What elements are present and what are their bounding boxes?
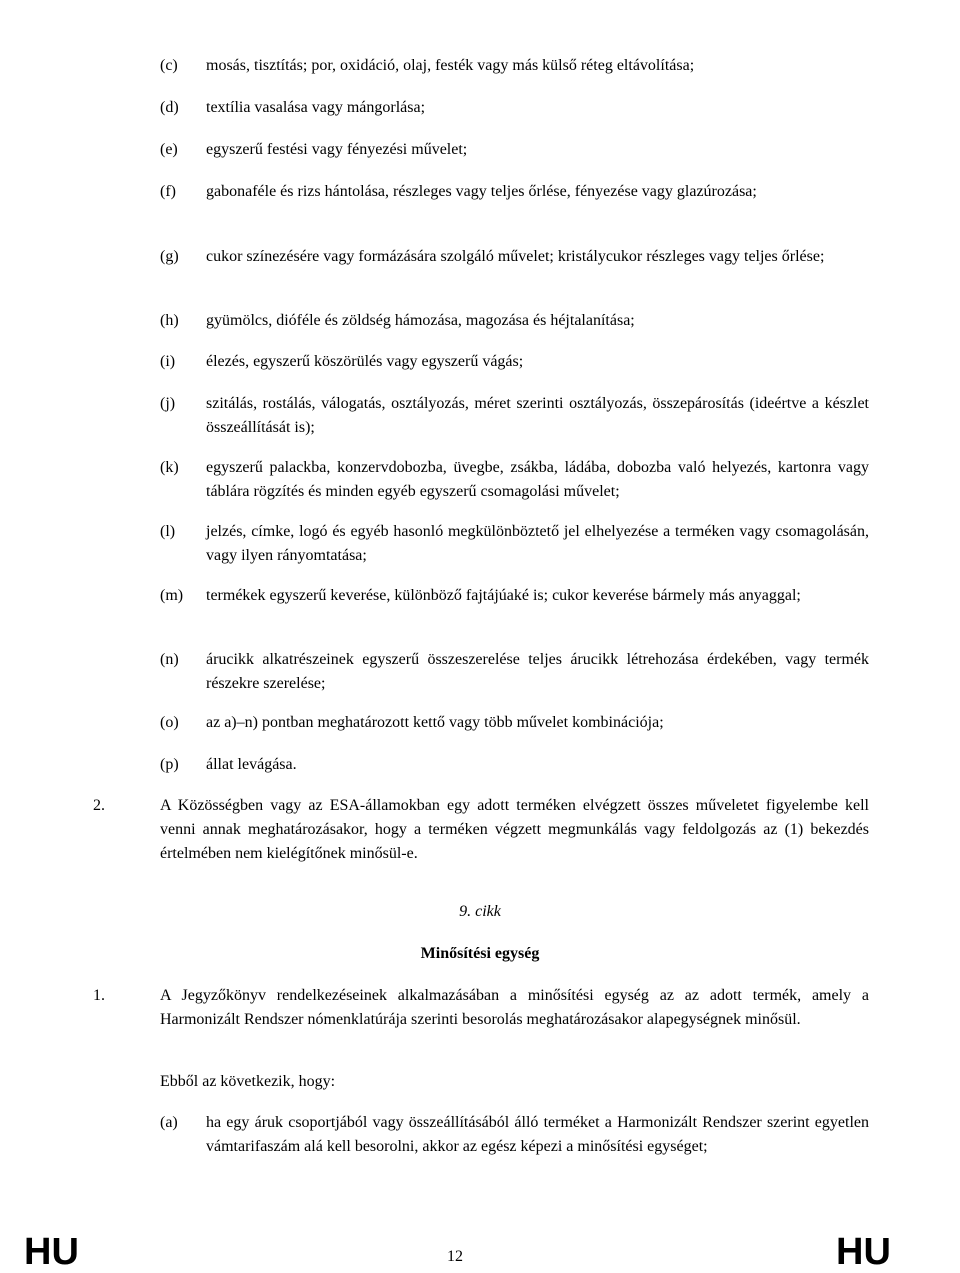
item-text: ha egy áruk csoportjából vagy összeállításából álló terméket a Harmonizált Rendszer szerint egyetlen vámtarifaszám alá kell besorolni, akkor az egész képezi a minősítési egységet; <box>206 1114 869 1155</box>
item-text: termékek egyszerű keverése, különböző fajtájúaké is; cukor keverése bármely más anyaggal; <box>206 587 801 604</box>
item-text: textília vasalása vagy mángorlása; <box>206 99 426 116</box>
footer-language-left: HU <box>24 1231 79 1273</box>
article-title: Minősítési egység <box>420 945 540 962</box>
item-text: gyümölcs, dióféle és zöldség hámozása, magozása és héjtalanítása; <box>206 312 635 329</box>
item-text: egyszerű palackba, konzervdobozba, üvegbe, zsákba, ládába, dobozba való helyezés, kartonra vagy táblára rögzítés és minden egyéb egyszerű csomagolási művelet; <box>206 459 869 500</box>
item-label: (a) <box>160 1114 178 1131</box>
paragraph-number: 2. <box>93 797 105 814</box>
item-text: jelzés, címke, logó és egyéb hasonló megkülönböztető jel elhelyezése a terméken vagy csomagolásán, vagy ilyen rányomtatása; <box>206 523 869 564</box>
item-text: szitálás, rostálás, válogatás, osztályozás, méret szerinti osztályozás, összepárosítás (ideértve a készlet összeállítását is); <box>206 395 869 436</box>
item-label: (m) <box>160 587 184 604</box>
item-text: gabonaféle és rizs hántolása, részleges vagy teljes őrlése, fényezése vagy glazúrozása; <box>206 183 757 200</box>
item-text: élezés, egyszerű köszörülés vagy egyszerű vágás; <box>206 353 524 370</box>
item-label: (k) <box>160 459 179 476</box>
follows-text: Ebből az következik, hogy: <box>160 1073 336 1090</box>
item-label: (p) <box>160 756 179 773</box>
article-number: 9. cikk <box>459 903 501 920</box>
paragraph-text: A Jegyzőkönyv rendelkezéseinek alkalmazásában a minősítési egység az az adott termék, amely a Harmonizált Rendszer nómenklatúrája szerinti besorolás meghatározásakor alapegységnek minősül. <box>160 987 869 1028</box>
item-label: (e) <box>160 141 178 158</box>
item-label: (i) <box>160 353 176 370</box>
page-number: 12 <box>447 1248 463 1265</box>
item-text: az a)‒n) pontban meghatározott kettő vagy több művelet kombinációja; <box>206 714 664 731</box>
item-label: (d) <box>160 99 179 116</box>
item-text: egyszerű festési vagy fényezési művelet; <box>206 141 468 158</box>
item-text: cukor színezésére vagy formázására szolgáló művelet; kristálycukor részleges vagy teljes őrlése; <box>206 248 825 265</box>
item-label: (h) <box>160 312 179 329</box>
item-text: árucikk alkatrészeinek egyszerű összeszerelése teljes árucikk létrehozása érdekében, vagy termék részekre szerelése; <box>206 651 869 692</box>
item-label: (o) <box>160 714 179 731</box>
item-label: (f) <box>160 183 176 200</box>
item-label: (g) <box>160 248 179 265</box>
paragraph-text: A Közösségben vagy az ESA-államokban egy adott terméken elvégzett összes műveletet figyelembe kell venni annak meghatározásakor, hogy a terméken végzett megmunkálás vagy feldolgozás az (1) bekezdés értelmében nem kielégítőnek minősül-e. <box>160 797 869 862</box>
item-text: mosás, tisztítás; por, oxidáció, olaj, festék vagy más külső réteg eltávolítása; <box>206 57 695 74</box>
item-label: (l) <box>160 523 176 540</box>
item-label: (c) <box>160 57 178 74</box>
item-text: állat levágása. <box>206 756 297 773</box>
item-label: (j) <box>160 395 176 412</box>
paragraph-number: 1. <box>93 987 105 1004</box>
footer-language-right: HU <box>836 1231 891 1273</box>
item-label: (n) <box>160 651 179 668</box>
